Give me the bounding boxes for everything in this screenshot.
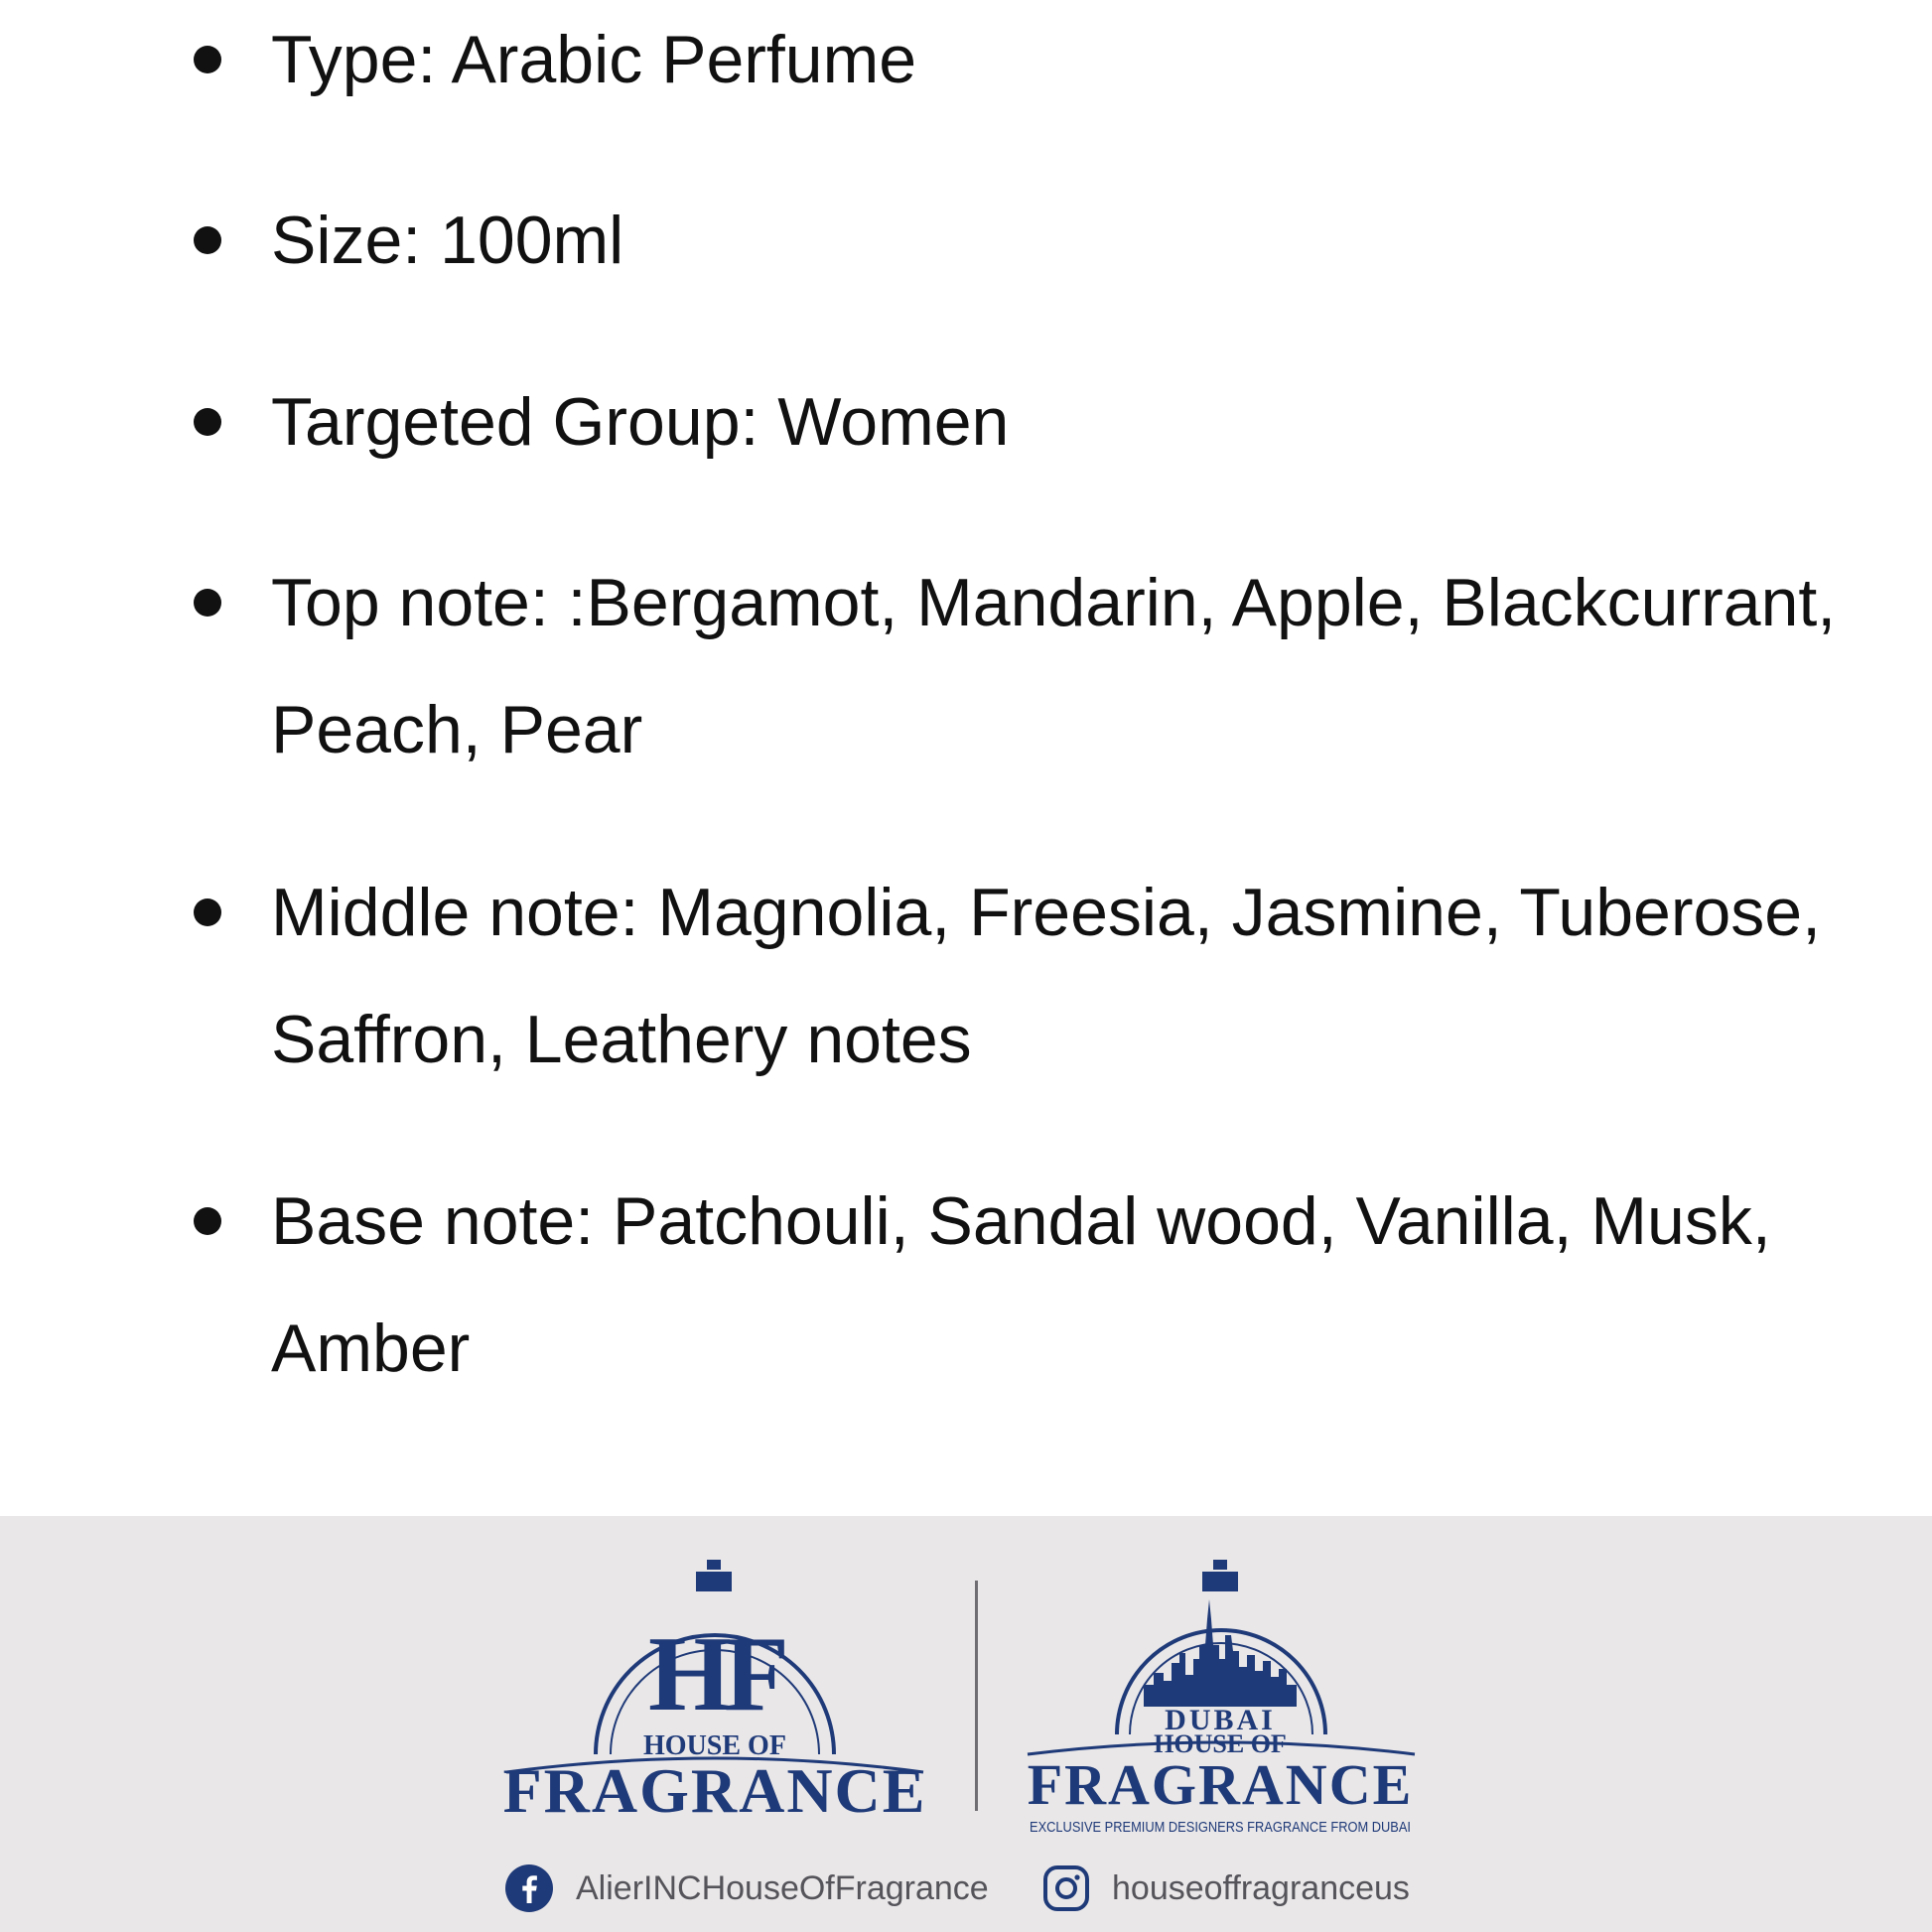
logo-wordmark: FRAGRANCE	[502, 1755, 927, 1826]
spec-item-type	[194, 20, 1881, 99]
house-of-fragrance-logo	[501, 1556, 928, 1824]
logo-divider	[975, 1581, 978, 1811]
dubai-house-of-fragrance-logo	[1023, 1556, 1420, 1839]
spec-top-note-line-2: Peach, Pear	[271, 692, 643, 767]
spec-middle-note-line-1: Middle note: Magnolia, Freesia, Jasmine, Tuberose,	[271, 875, 1822, 950]
instagram-handle: houseoffragranceus	[1112, 1868, 1410, 1907]
facebook-link[interactable]	[504, 1859, 989, 1918]
bullet-dot	[194, 898, 221, 926]
brand-footer	[0, 1516, 1932, 1932]
spec-size-text: Size: 100ml	[271, 203, 624, 278]
logo-house-of: HOUSE OF	[643, 1730, 786, 1761]
spec-type-text: Type: Arabic Perfume	[271, 22, 917, 97]
spec-item-size	[194, 201, 1881, 280]
bullet-dot	[194, 408, 221, 436]
facebook-handle: AlierINCHouseOfFragrance	[576, 1868, 989, 1907]
spec-base-note-line-1: Base note: Patchouli, Sandal wood, Vanilla, Musk,	[271, 1183, 1771, 1259]
logo-right-wordmark: FRAGRANCE	[1027, 1752, 1414, 1817]
logo-tagline: EXCLUSIVE PREMIUM DESIGNERS FRAGRANCE FROM DUBAI	[1030, 1819, 1411, 1836]
instagram-icon	[1042, 1864, 1090, 1912]
spec-item-top-note	[194, 563, 1881, 769]
logo-monogram: HF	[648, 1615, 781, 1733]
instagram-link[interactable]	[1042, 1859, 1410, 1918]
spec-item-targeted-group	[194, 382, 1881, 462]
logo-right-house-of: HOUSE OF	[1154, 1729, 1287, 1758]
bullet-dot	[194, 46, 221, 73]
bullet-dot	[194, 589, 221, 617]
spec-item-middle-note	[194, 873, 1881, 1079]
spec-targeted-group-text: Targeted Group: Women	[271, 384, 1010, 460]
spec-middle-note-line-2: Saffron, Leathery notes	[271, 1002, 972, 1077]
spec-base-note-line-2: Amber	[271, 1311, 471, 1386]
facebook-icon	[504, 1863, 554, 1913]
bullet-dot	[194, 226, 221, 254]
bullet-dot	[194, 1207, 221, 1235]
spec-top-note-line-1: Top note: :Bergamot, Mandarin, Apple, Blackcurrant,	[271, 565, 1837, 640]
spec-item-base-note	[194, 1181, 1881, 1388]
logo-city: DUBAI	[1165, 1704, 1276, 1736]
